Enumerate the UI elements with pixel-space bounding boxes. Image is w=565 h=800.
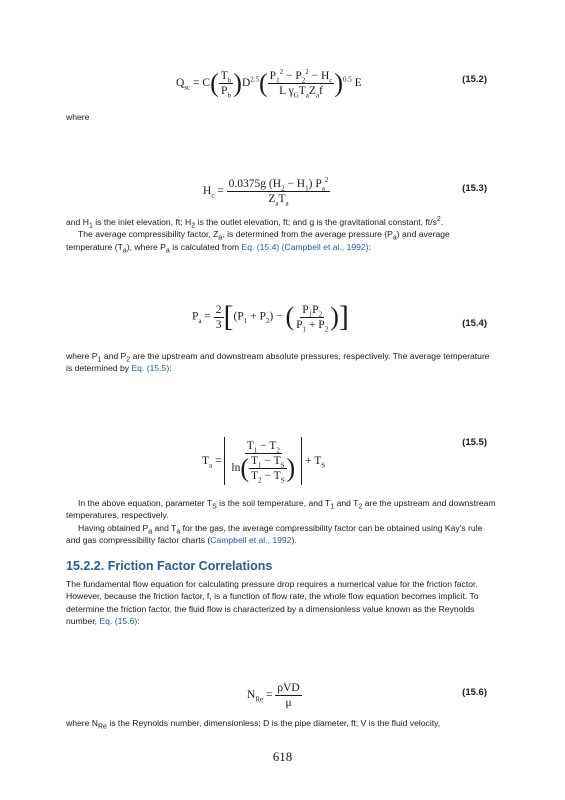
equation-15-4: $P_a$ = $\frac{2}{3}$ [$(P_1 + P_2)$ − ( $\frac{P_1P_2}{P_1 + P_2}$ )] [192,300,349,333]
equation-15-6: $N_{Re}$ = $\frac{\text{ρVD}}{\mu}$ [247,682,300,709]
paragraph-soil-temperature: In the above equation, parameter $T_S$ is the soil temperature, and $T_1$ and $T_2$ are the upstream and downstream temperatures, respectively. Having obtained $P_a$ and $T_a$ for the gas, the average compressibility factor can be obtained using Kay's rule and gas compressibility factor charts (Campbell et al., 1992). [66,498,496,546]
link-eq-15-5[interactable]: Eq. (15.5) [131,363,170,374]
equation-15-5: $T_a$ = $T_1 - T_2$ ln( $\frac{T_1 - T_S}{T_2 - T_S}$ ) + $T_S$ [202,437,325,485]
section-heading: 15.2.2. Friction Factor Correlations [66,559,273,573]
equation-number-15-3: (15.3) [462,183,487,194]
paragraph-reynolds: where $N_{Re}$ is the Reynolds number, dimensionless; D is the pipe diameter, ft; V is the fluid velocity, [66,718,441,731]
equation-15-3: $H_c$ = $\frac{0.0375g (H_2 - H_1) P_a^2}{Z_aT_a}$ [203,176,329,208]
link-campbell-1992-b[interactable]: Campbell et al., 1992 [210,535,292,546]
link-campbell-1992[interactable]: (Campbell et al., 1992) [281,241,369,252]
equation-15-2: $Q_{sc} = C$( $\frac{T_b}{P_b}$ )$D^{2.5}$( $\frac{P_1^2 - P_2^2 - H_c}{L \gamma_GT_aZ_af}$ )$^{0.5}$ E [176,68,362,100]
equation-number-15-6: (15.6) [462,687,487,698]
paragraph-pressures: where $P_1$ and $P_2$ are the upstream and downstream absolute pressures, respectively. The average temperature is determined by Eq. (15.5): [66,351,490,374]
where-label: where [66,112,90,122]
equation-number-15-5: (15.5) [462,437,487,448]
page-number: 618 [272,749,293,764]
link-eq-15-4[interactable]: Eq. (15.4) [241,241,280,252]
paragraph-elevation: and $H_1$ is the inlet elevation, ft; $H_2$ is the outlet elevation, ft; and g is the gravitational constant, $ft/s^2$. The average compressibility factor, $Z_a$, is determined from the average pressure $(P_a)$ and average temperature $(T_a)$, where $P_a$ is calculated from Eq. (15.4) (Campbell et al., 1992): [66,216,450,255]
equation-number-15-2: (15.2) [462,74,487,85]
paragraph-friction-factor: The fundamental flow equation for calculating pressure drop requires a numerical value for the friction factor. However, because the friction factor, f, is a function of flow rate, the whole flow equation becomes implicit. To determine the friction factor, the fluid flow is characterized by a dimensionless value known as the Reynolds number, Eq. (15.6): [66,579,479,627]
equation-number-15-4: (15.4) [462,318,487,329]
link-eq-15-6[interactable]: Eq. (15.6) [99,616,138,627]
